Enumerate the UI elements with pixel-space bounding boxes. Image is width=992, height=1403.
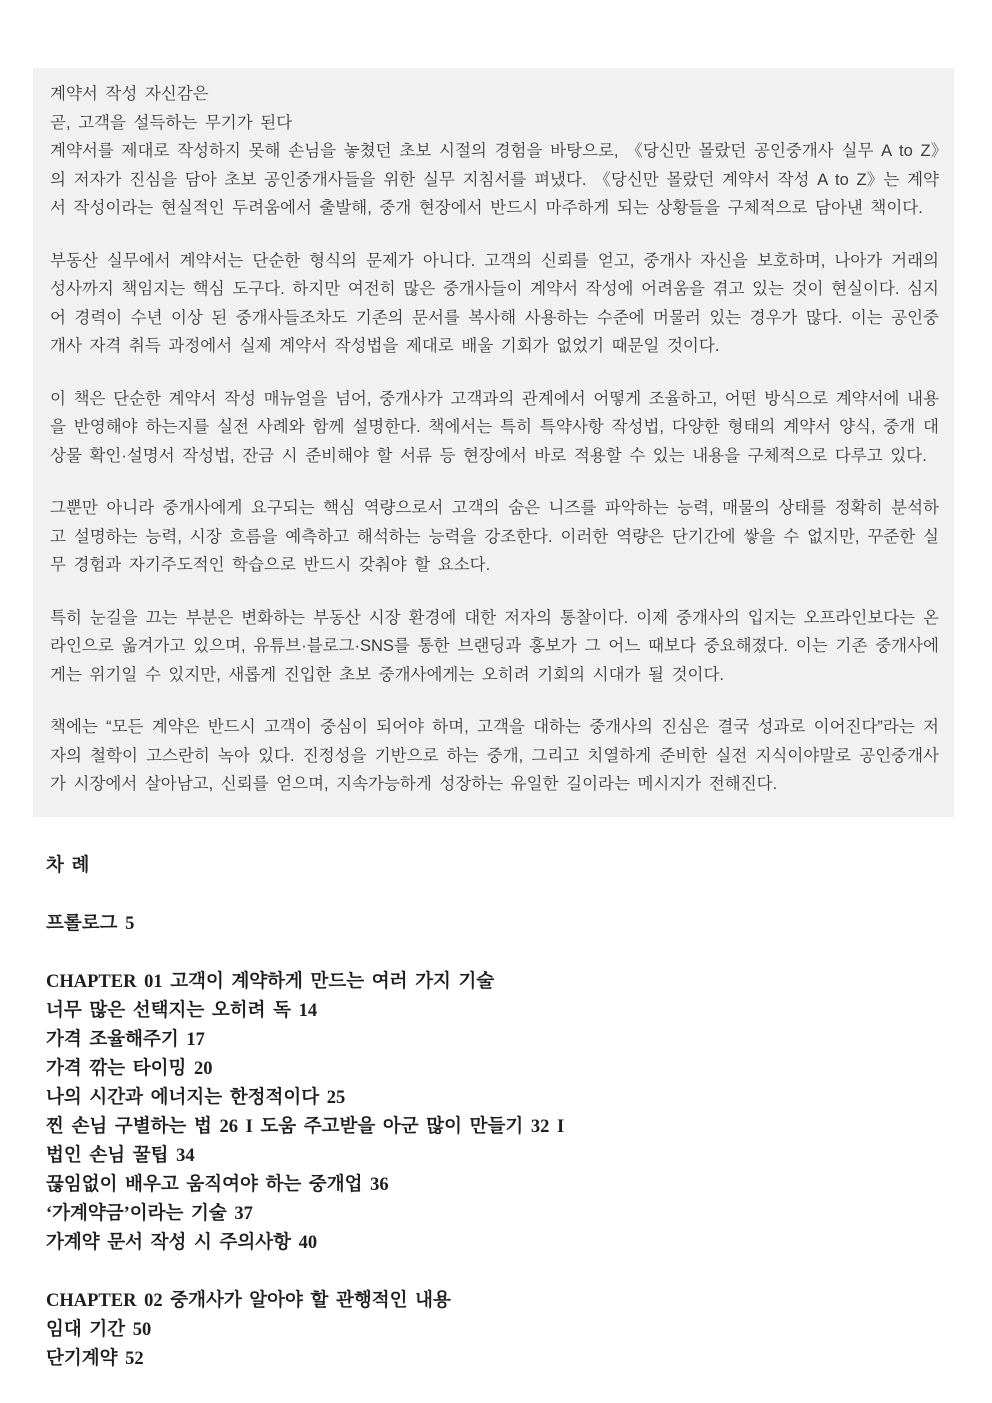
book-intro-headline [50, 80, 939, 137]
intro-paragraph: 계약서를 제대로 작성하지 못해 손님을 놓쳤던 초보 시절의 경험을 바탕으로, 《당신만 몰랐던 공인중개사 실무 A to Z》의 저자가 진심을 담아 초보 공인중개사들을 위한 실무 지침서를 펴냈다. 《당신만 몰랐던 계약서 작성 A to Z》는 계약서 작성이라는 현실적인 두려움에서 출발해, 중개 현장에서 반드시 마주하게 되는 상황들을 구체적으로 담아낸 책이다. [50, 142, 939, 217]
headline-line: 계약서 작성 자신감은 [50, 85, 209, 103]
book-intro-panel [33, 68, 954, 817]
toc-item: 가계약 문서 작성 시 주의사항 40 [46, 1233, 318, 1253]
toc-item: 임대 기간 50 [46, 1320, 152, 1340]
toc-title: 차 례 [46, 856, 90, 876]
toc-chapter-01 [46, 968, 946, 1258]
toc-item: 가격 조율해주기 17 [46, 1030, 205, 1050]
toc-item: 법인 손님 꿀팁 34 [46, 1146, 195, 1166]
table-of-contents [46, 852, 946, 1374]
toc-item: ‘가계약금’이라는 기술 37 [46, 1204, 253, 1224]
toc-chapter-02 [46, 1287, 946, 1374]
toc-item: 너무 많은 선택지는 오히려 독 14 [46, 1001, 318, 1021]
intro-paragraph: 그뿐만 아니라 중개사에게 요구되는 핵심 역량으로서 고객의 숨은 니즈를 파악하는 능력, 매물의 상태를 정확히 분석하고 설명하는 능력, 시장 흐름을 예측하고 해석하는 능력을 강조한다. 이러한 역량은 단기간에 쌓을 수 없지만, 꾸준한 실무 경험과 자기주도적인 학습으로 반드시 갖춰야 할 요소다. [50, 499, 939, 574]
headline-line: 곧, 고객을 설득하는 무기가 된다 [50, 113, 293, 132]
toc-item: 나의 시간과 에너지는 한정적이다 25 [46, 1088, 346, 1108]
toc-chapter-title: CHAPTER 02 중개사가 알아야 할 관행적인 내용 [46, 1291, 451, 1311]
intro-paragraph: 부동산 실무에서 계약서는 단순한 형식의 문제가 아니다. 고객의 신뢰를 얻고, 중개사 자신을 보호하며, 나아가 거래의 성사까지 책임지는 핵심 도구다. 하지만 여전히 많은 중개사들이 계약서 작성에 어려움을 겪고 있는 것이 현실이다. 심지어 경력이 수년 이상 된 중개사들조차도 기존의 문서를 복사해 사용하는 수준에 머물러 있는 경우가 많다. 이는 공인중개사 자격 취득 과정에서 실제 계약서 작성법을 제대로 배울 기회가 없었기 때문일 것이다. [50, 251, 939, 355]
intro-paragraph: 책에는 “모든 계약은 반드시 고객이 중심이 되어야 하며, 고객을 대하는 중개사의 진심은 결국 성과로 이어진다”라는 저자의 철학이 고스란히 녹아 있다. 진정성을 기반으로 하는 중개, 그리고 치열하게 준비한 실전 지식이야말로 공인중개사가 시장에서 살아남고, 신뢰를 얻으며, 지속가능하게 성장하는 유일한 길이라는 메시지가 전해진다. [50, 718, 939, 793]
toc-item: 단기계약 52 [46, 1349, 144, 1369]
toc-item: 끊임없이 배우고 움직여야 하는 중개업 36 [46, 1175, 389, 1195]
toc-prologue: 프롤로그 5 [46, 914, 135, 934]
intro-paragraph: 특히 눈길을 끄는 부분은 변화하는 부동산 시장 환경에 대한 저자의 통찰이다. 이제 중개사의 입지는 오프라인보다는 온라인으로 옮겨가고 있으며, 유튜브·블로그·SNS를 통한 브랜딩과 홍보가 그 어느 때보다 중요해졌다. 이는 기존 중개사에게는 위기일 수 있지만, 새롭게 진입한 초보 중개사에게는 오히려 기회의 시대가 될 것이다. [50, 608, 939, 684]
toc-item: 가격 깎는 타이밍 20 [46, 1059, 213, 1079]
intro-paragraph: 이 책은 단순한 계약서 작성 매뉴얼을 넘어, 중개사가 고객과의 관계에서 어떻게 조율하고, 어떤 방식으로 계약서에 내용을 반영해야 하는지를 실전 사례와 함께 설명한다. 책에서는 특히 특약사항 작성법, 다양한 형태의 계약서 양식, 중개 대상물 확인·설명서 작성법, 잔금 시 준비해야 할 서류 등 현장에서 바로 적용할 수 있는 내용을 구체적으로 다루고 있다. [50, 389, 939, 465]
toc-chapter-title: CHAPTER 01 고객이 계약하게 만드는 여러 가지 기술 [46, 972, 495, 992]
toc-item: 찐 손님 구별하는 법 26 I 도움 주고받을 아군 많이 만들기 32 I [46, 1117, 565, 1137]
